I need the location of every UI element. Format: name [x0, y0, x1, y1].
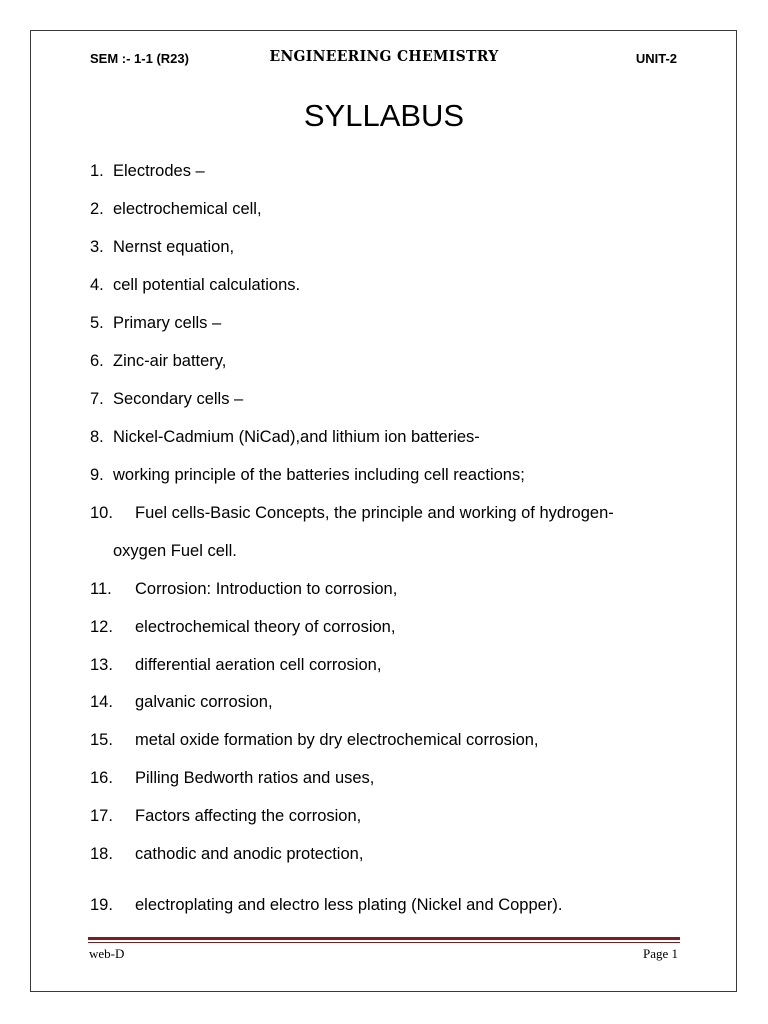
syllabus-item: [90, 162, 205, 181]
header-semester: SEM :- 1-1 (R23): [90, 51, 189, 66]
header-subject: ENGINEERING CHEMISTRY: [269, 48, 499, 66]
syllabus-item-number: 12.: [90, 618, 113, 636]
syllabus-item-number: 16.: [90, 769, 113, 787]
syllabus-item-number: 1.: [90, 162, 104, 180]
syllabus-item-text: Pilling Bedworth ratios and uses,: [135, 769, 375, 787]
syllabus-item: [90, 390, 243, 409]
syllabus-item-number: 13.: [90, 656, 113, 674]
header-unit: UNIT-2: [635, 51, 677, 66]
syllabus-item: [90, 428, 480, 447]
syllabus-item-text: electrochemical theory of corrosion,: [135, 618, 396, 636]
footer-page-number: Page 1: [642, 946, 678, 961]
syllabus-item-number: 5.: [90, 314, 104, 332]
syllabus-item-text: electroplating and electro less plating (Nickel and Copper).: [135, 896, 563, 914]
syllabus-item: [90, 276, 300, 295]
syllabus-item-number: 7.: [90, 390, 104, 408]
page-title: SYLLABUS: [303, 98, 465, 133]
syllabus-item-number: 8.: [90, 428, 104, 446]
syllabus-item-text: Nickel-Cadmium (NiCad),and lithium ion batteries-: [113, 428, 480, 446]
syllabus-item: [90, 580, 397, 599]
syllabus-item: [90, 845, 363, 864]
syllabus-item-text: Factors affecting the corrosion,: [135, 807, 362, 825]
syllabus-item-text: Primary cells –: [113, 314, 222, 332]
syllabus-item: [90, 656, 381, 675]
syllabus-item-continuation: oxygen Fuel cell.: [113, 542, 237, 560]
footer-rule-thin: [88, 942, 680, 943]
syllabus-item: [90, 618, 395, 637]
syllabus-item-number: 17.: [90, 807, 113, 825]
syllabus-item-number: 2.: [90, 200, 104, 218]
syllabus-item: [90, 238, 234, 257]
syllabus-item-number: 18.: [90, 845, 113, 863]
syllabus-item: [90, 731, 539, 750]
syllabus-item-number: 14.: [90, 693, 113, 711]
syllabus-item: [90, 769, 374, 788]
syllabus-item: [90, 896, 562, 915]
syllabus-item: [90, 352, 226, 371]
syllabus-item: [90, 200, 262, 219]
syllabus-item-number: 9.: [90, 466, 104, 484]
syllabus-item-text: Nernst equation,: [113, 238, 235, 256]
syllabus-item-text: electrochemical cell,: [113, 200, 262, 218]
syllabus-item-number: 4.: [90, 276, 104, 294]
footer-rule-thick: [88, 937, 680, 940]
syllabus-item: [90, 504, 614, 523]
syllabus-item-text: working principle of the batteries including cell reactions;: [113, 466, 525, 484]
syllabus-item: [90, 693, 273, 712]
syllabus-item-number: 10.: [90, 504, 113, 522]
syllabus-item-text: cathodic and anodic protection,: [135, 845, 364, 863]
syllabus-item-number: 11.: [90, 580, 112, 598]
syllabus-item-text: Fuel cells-Basic Concepts, the principle and working of hydrogen-: [135, 504, 614, 522]
syllabus-item: [90, 314, 221, 333]
syllabus-item-number: 15.: [90, 731, 113, 749]
syllabus-item-text: Corrosion: Introduction to corrosion,: [135, 580, 398, 598]
syllabus-item-number: 6.: [90, 352, 104, 370]
syllabus-item: [90, 466, 525, 485]
syllabus-item-number: 3.: [90, 238, 104, 256]
syllabus-item-text: differential aeration cell corrosion,: [135, 656, 382, 674]
syllabus-item-text: metal oxide formation by dry electrochemical corrosion,: [135, 731, 539, 749]
footer-author: web-D: [89, 946, 125, 961]
syllabus-item-text: galvanic corrosion,: [135, 693, 273, 711]
syllabus-item: [90, 807, 361, 826]
syllabus-item-text: cell potential calculations.: [113, 276, 301, 294]
syllabus-item-text: Electrodes –: [113, 162, 205, 180]
syllabus-item-number: 19.: [90, 896, 113, 914]
syllabus-item-text: Zinc-air battery,: [113, 352, 227, 370]
syllabus-item-text: Secondary cells –: [113, 390, 244, 408]
